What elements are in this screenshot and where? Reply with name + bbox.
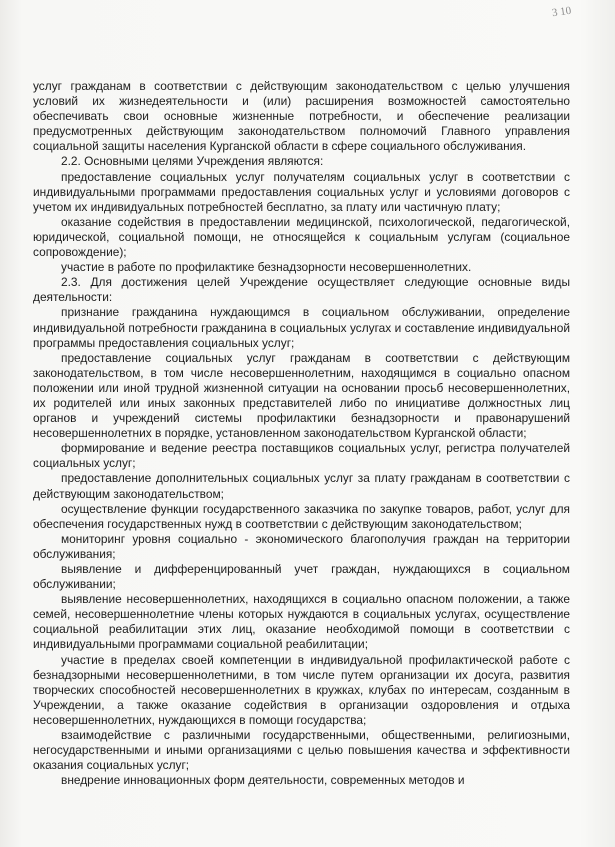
paragraph: услуг гражданам в соответствии с действующим законодательством с целью улучшения условий их жизнедеятельности и (или) расширения возможностей самостоятельно обеспечивать свои основные жизненные потребности, и обеспечение реализации предусмотренных действующим законодательством полномочий Главного управления социальной защиты населения Курганской области в сфере социального обслуживания. <box>33 79 570 154</box>
paragraph: мониторинг уровня социально - экономического благополучия граждан на территории обслуживания; <box>33 531 570 561</box>
paragraph: участие в пределах своей компетенции в индивидуальной профилактической работе с безнадзорными несовершеннолетними, в том числе путем организации их досуга, развития творческих способностей несовершеннолетних в кружках, клубах по интересам, созданным в Учреждении, а также оказание содействия в организации оздоровления и отдыха несовершеннолетних, нуждающихся в помощи государства; <box>33 652 570 727</box>
paragraph: 2.3. Для достижения целей Учреждение осуществляет следующие основные виды деятельности: <box>33 275 570 305</box>
paragraph: оказание содействия в предоставлении медицинской, психологической, педагогической, юридической, социальной помощи, не относящейся к социальным услугам (социальное сопровождение); <box>33 214 570 260</box>
paragraph: 2.2. Основными целями Учреждения являются: <box>61 154 324 169</box>
paragraph: предоставление социальных услуг гражданам в соответствии с действующим законодательством, в том числе несовершеннолетним, находящимся в социально опасном положении или иной трудной жизненной ситуации на основании просьб несовершеннолетних, их родителей или иных законных представителей либо по инициативе должностных лиц органов и учреждений системы профилактики безнадзорности и правонарушений несовершеннолетних в порядке, установленном законодательством Курганской области; <box>33 350 570 441</box>
paragraph: взаимодействие с различными государственными, общественными, религиозными, негосударственными и иными организациями с целью повышения качества и эффективности оказания социальных услуг; <box>33 728 570 773</box>
paragraph: выявление несовершеннолетних, находящихся в социально опасном положении, а также семей, несовершеннолетние члены которых нуждаются в социальных услугах, осуществление социальной реабилитации этих лиц, оказание необходимой помощи в соответствии с индивидуальными программами социальной реабилитации; <box>33 592 570 652</box>
document-body <box>33 79 570 788</box>
paragraph: признание гражданина нуждающимся в социальном обслуживании, определение индивидуальной потребности гражданина в социальных услугах и составление индивидуальной программы предоставления социальных услуг; <box>33 305 570 350</box>
paragraph: предоставление дополнительных социальных услуг за плату гражданам в соответствии с действующим законодательством; <box>33 471 570 501</box>
paragraph: предоставление социальных услуг получателям социальных услуг в соответствии с индивидуальными программами предоставления социальных услуг и условиями договоров с учетом их индивидуальных потребностей бесплатно, за плату или частичную плату; <box>33 169 570 214</box>
paragraph: участие в работе по профилактике безнадзорности несовершеннолетних. <box>61 260 472 275</box>
paragraph: выявление и дифференцированный учет граждан, нуждающихся в социальном обслуживании; <box>33 562 570 592</box>
paragraph: внедрение инновационных форм деятельности, современных методов и <box>61 773 465 788</box>
paragraph: формирование и ведение реестра поставщиков социальных услуг, регистра получателей социальных услуг; <box>33 441 570 471</box>
page-mark: 3 10 <box>551 4 572 20</box>
paragraph: осуществление функции государственного заказчика по закупке товаров, работ, услуг для обеспечения государственных нужд в соответствии с действующим законодательством; <box>33 501 570 531</box>
